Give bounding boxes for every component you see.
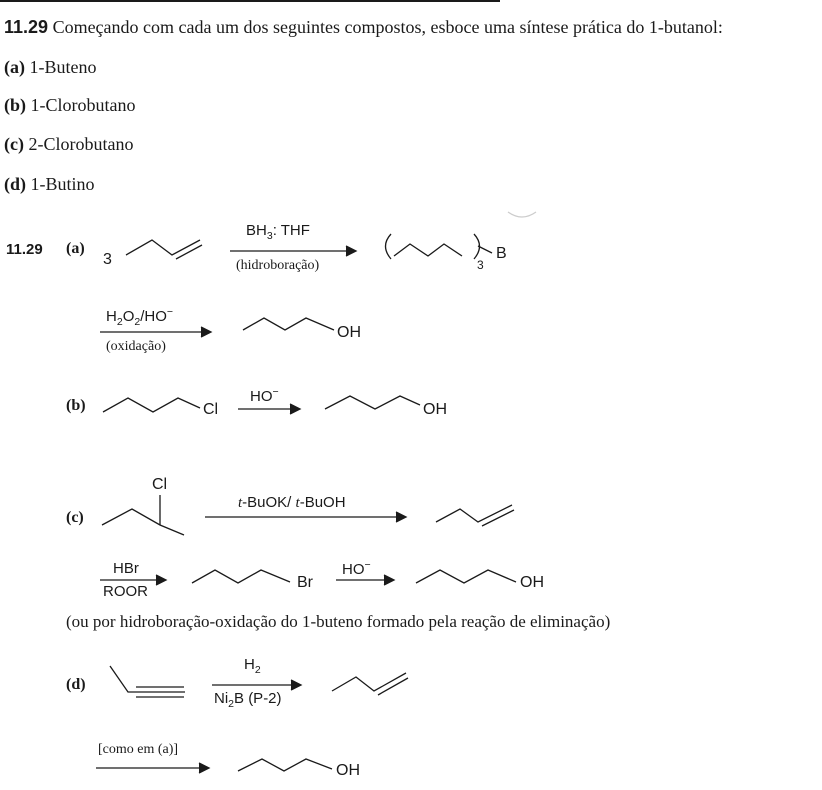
reagent-superscript: − [166,306,174,318]
reagent-text: -BuOH [299,494,346,511]
answer-label-d: (d) [66,676,86,693]
chlorine-label: Cl [203,401,219,418]
butanol-structure [243,318,334,330]
reagent-text: /HO [140,308,167,325]
butene-structure-a [126,240,202,259]
question-text: Começando com cada um dos seguintes compostos, esboce uma síntese prática do 1-butanol: [52,17,723,37]
reagent-text: O [122,308,135,325]
reagent-text: HO [250,388,273,405]
answer-label-c: (c) [66,509,84,526]
reagent-hydroxide [250,386,279,405]
question-item-label: (d) [4,174,26,194]
hydroxyl-label: OH [423,401,447,418]
reaction-arrow [100,327,211,337]
reagent-superscript: − [272,386,279,398]
hydroxyl-label: OH [336,762,360,779]
reaction-arrow [230,246,356,256]
reagent-subscript: 3 [266,230,273,242]
answer-label-a: (a) [66,240,85,257]
faint-arc-decoration [508,212,536,217]
butene-structure-c [436,505,514,526]
butanol-structure [238,759,332,771]
reagent-as-in-a: [como em (a)] [98,742,179,757]
reaction-arrow [238,404,300,414]
question-item-compound: 1-Buteno [29,57,97,77]
reagent-subscript: 2 [116,316,123,328]
bromine-label: Br [297,574,313,591]
reaction-arrow [205,512,406,522]
reagent-text: B (P-2) [234,690,282,707]
chlorobutane-structure [103,398,200,412]
reagent-text: -BuOK/ [242,494,296,511]
reagent-subscript: 2 [228,698,235,710]
reagent-text: : THF [272,222,310,239]
alternative-route-note: (ou por hidroboração-oxidação do 1-buteno formado pela reação de eliminação) [66,612,611,631]
reagent-hydroxide [342,559,371,578]
reagent-ni2b [214,690,282,710]
stoichiometric-coefficient: 3 [103,251,112,268]
chlorine-label: Cl [152,476,168,493]
question-item-compound: 1-Butino [30,174,95,194]
question-number: 11.29 [4,17,49,37]
boron-atom-label: B [496,245,507,262]
hydroxyl-label: OH [520,574,544,591]
reagent-note-oxidation: (oxidação) [106,339,166,354]
reagent-text: H [244,656,255,673]
butene-structure-d [332,673,408,695]
question-item-label: (a) [4,57,25,77]
reagent-italic: t [295,495,300,511]
reagent-text: Ni [214,690,229,707]
tributylborane-structure [386,234,493,259]
butanol-structure [325,396,420,409]
2-chlorobutane-structure [102,495,184,535]
reagent-h2o2-ho [106,306,173,328]
reagent-note-hydroboration: (hidroboração) [236,258,320,273]
reaction-arrow [96,763,209,773]
reagent-text: HO [342,561,365,578]
reagent-subscript: 2 [254,664,261,676]
reagent-subscript: 2 [134,316,141,328]
reagent-roor: ROOR [103,583,148,600]
hydroxyl-label: OH [337,324,361,341]
question-item-compound: 1-Clorobutano [30,95,136,115]
answer-label-b: (b) [66,397,86,414]
answer-number: 11.29 [6,241,43,258]
reagent-text: H [106,308,117,325]
reagent-tbuok-tbuoh [238,494,346,512]
reagent-bh3-thf [246,222,310,242]
borane-subscript: 3 [477,258,484,272]
question-item-label: (c) [4,134,24,154]
butyne-structure [110,666,185,697]
question-item-label: (b) [4,95,26,115]
reagent-text: BH [246,222,267,239]
reagent-superscript: − [364,559,371,571]
reagent-hbr: HBr [113,560,139,577]
reagent-h2 [244,656,261,676]
bromobutane-structure [192,570,290,583]
butanol-structure [416,570,516,583]
reaction-arrow [212,680,301,690]
reagent-italic: t [238,495,243,511]
question-item-compound: 2-Clorobutano [28,134,134,154]
